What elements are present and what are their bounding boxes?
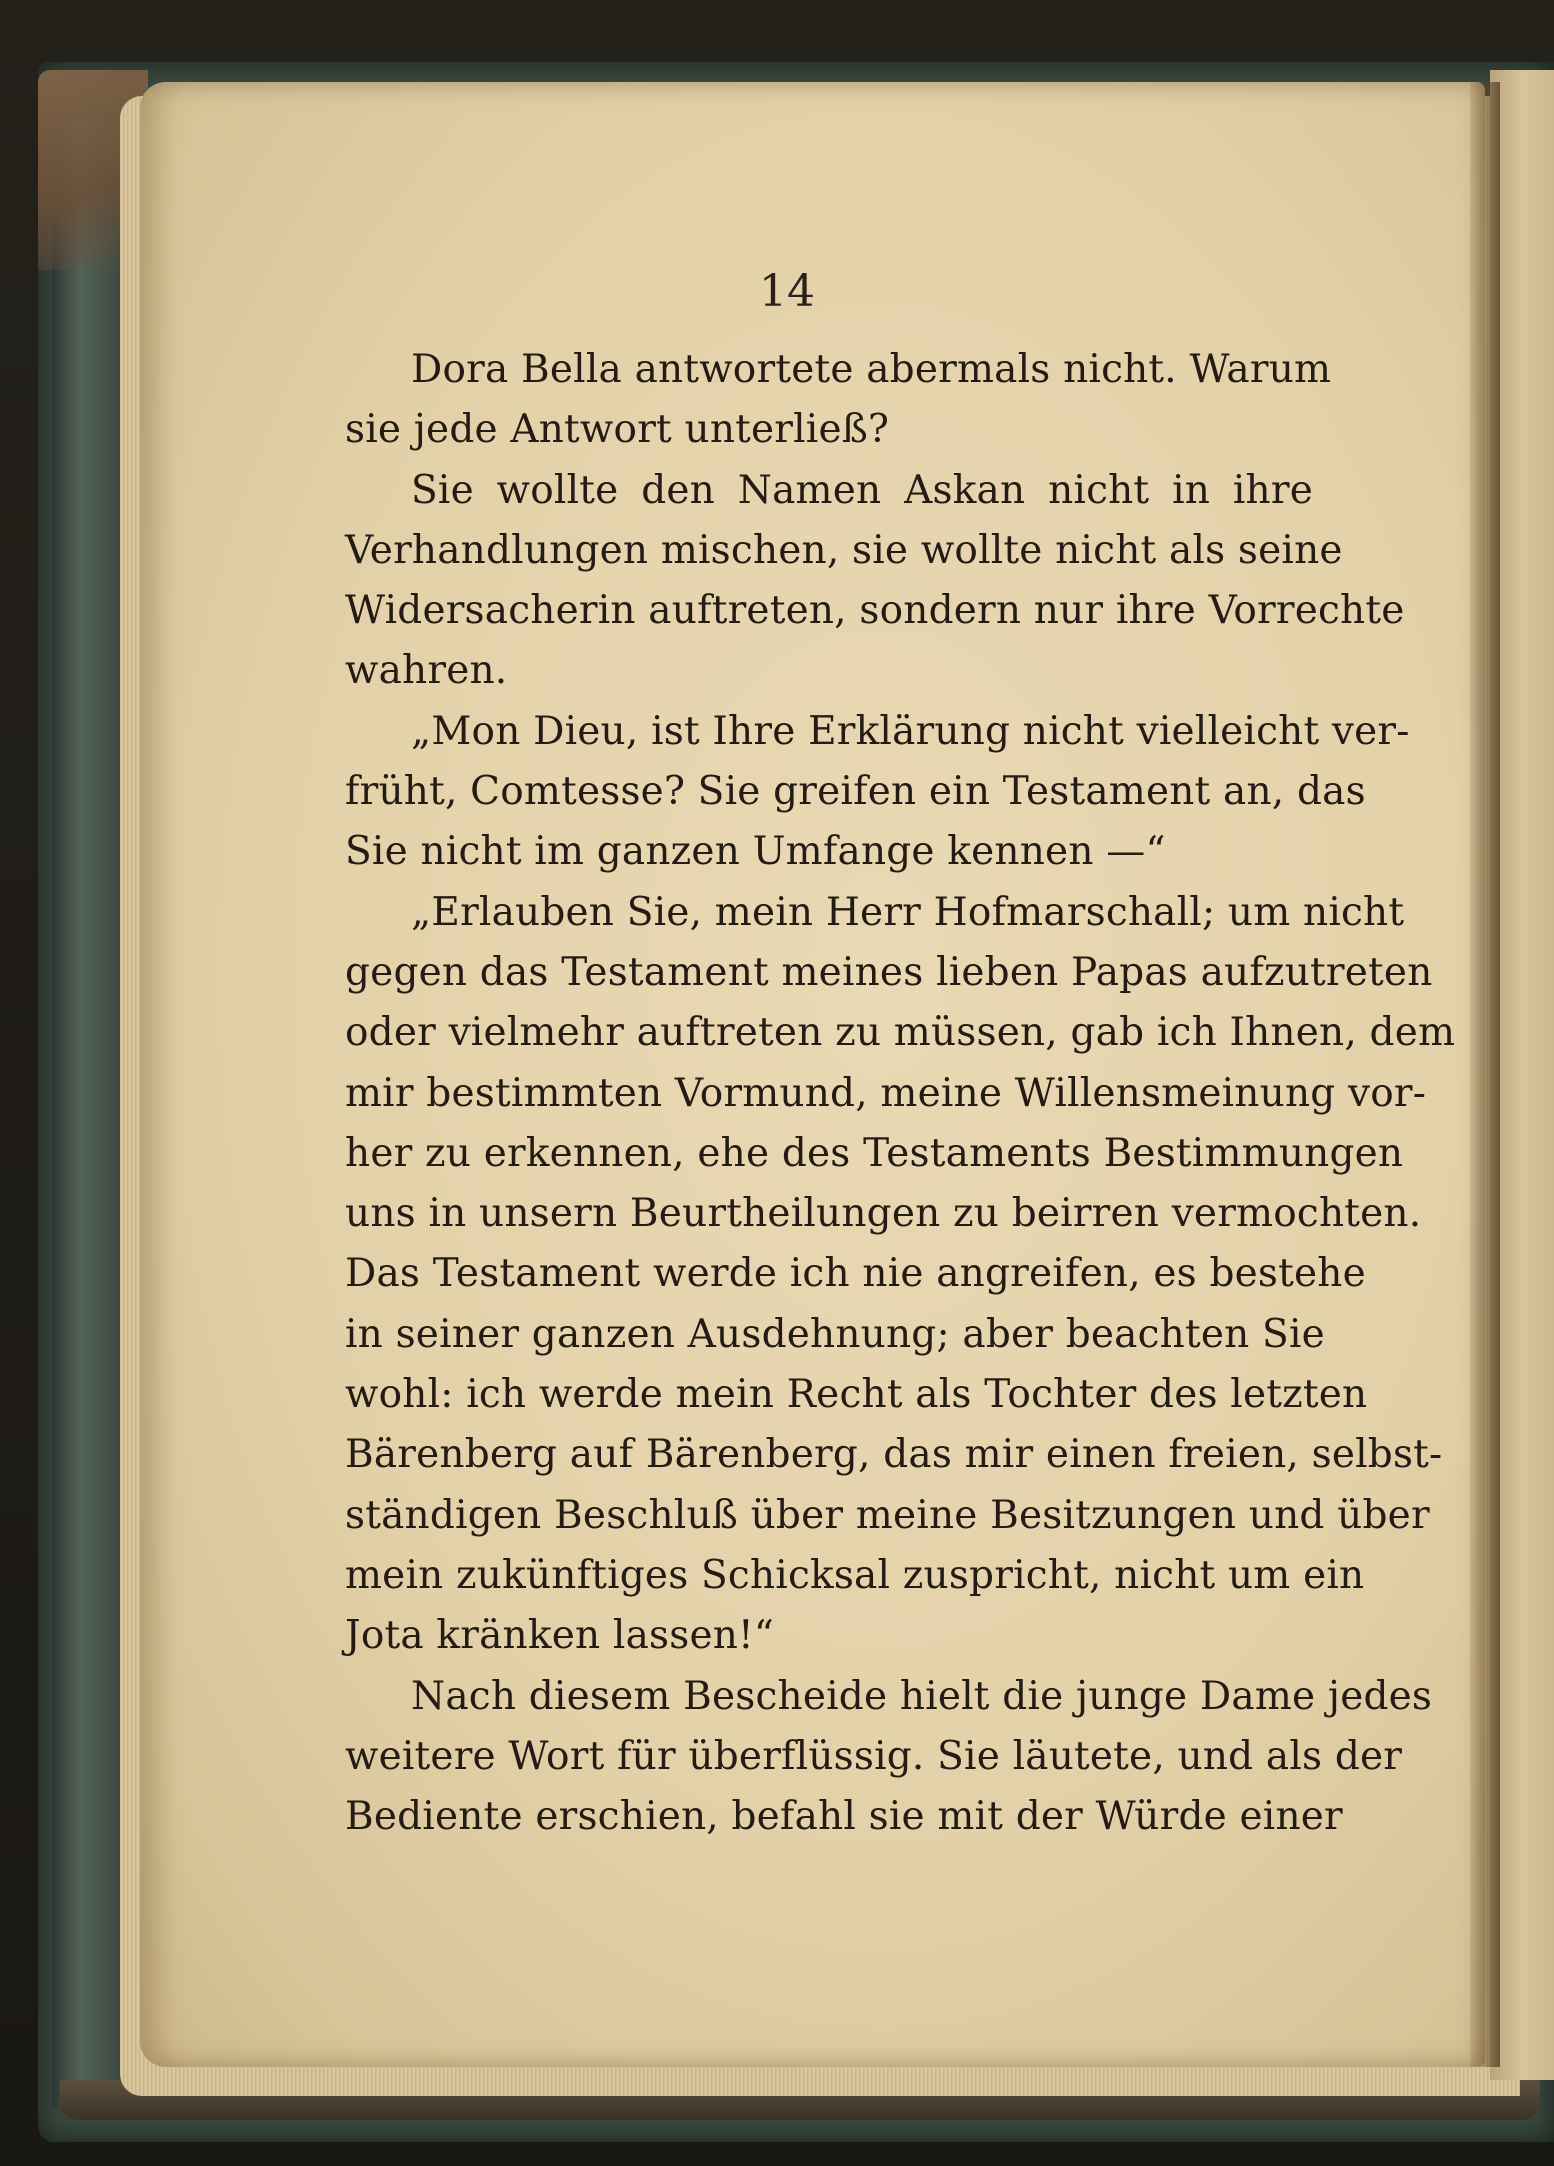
page-body-text	[345, 340, 1456, 1847]
text-line: mir bestimmten Vormund, meine Willensmeinung vor-	[345, 1070, 1427, 1116]
text-line: her zu erkennen, ehe des Testaments Bestimmungen	[345, 1130, 1404, 1176]
page-gutter	[1470, 82, 1500, 2067]
text-line: mein zukünftiges Schicksal zuspricht, nicht um ein	[345, 1552, 1365, 1598]
text-line: sie jede Antwort unterließ?	[345, 407, 890, 453]
text-line: Verhandlungen mischen, sie wollte nicht als seine	[345, 527, 1343, 573]
text-line: „Mon Dieu, ist Ihre Erklärung nicht vielleicht ver-	[411, 708, 1410, 754]
text-line: Sie nicht im ganzen Umfange kennen —“	[345, 829, 1166, 875]
text-line: ständigen Beschluß über meine Besitzungen und über	[345, 1492, 1430, 1538]
text-line: wohl: ich werde mein Recht als Tochter des letzten	[345, 1372, 1368, 1418]
text-line: Jota kränken lassen!“	[345, 1613, 775, 1659]
text-line: Das Testament werde ich nie angreifen, es bestehe	[345, 1251, 1366, 1297]
text-line: Nach diesem Bescheide hielt die junge Dame jedes	[411, 1673, 1433, 1719]
text-line: Bediente erschien, befahl sie mit der Würde einer	[345, 1794, 1343, 1840]
page-number: 14	[759, 266, 815, 317]
text-line: „Erlauben Sie, mein Herr Hofmarschall; um nicht	[411, 889, 1405, 935]
text-line: wahren.	[345, 648, 508, 694]
book-spine	[52, 120, 122, 2110]
text-line: Widersacherin auftreten, sondern nur ihre Vorrechte	[345, 588, 1405, 634]
text-line: in seiner ganzen Ausdehnung; aber beachten Sie	[345, 1311, 1325, 1357]
text-line: oder vielmehr auftreten zu müssen, gab ich Ihnen, dem	[345, 1010, 1456, 1056]
text-line: gegen das Testament meines lieben Papas aufzutreten	[345, 949, 1433, 995]
text-line: weitere Wort für überflüssig. Sie läutete, und als der	[345, 1733, 1403, 1779]
text-line: früht, Comtesse? Sie greifen ein Testament an, das	[345, 769, 1366, 815]
text-line: Bärenberg auf Bärenberg, das mir einen freien, selbst-	[345, 1432, 1443, 1478]
text-line: Dora Bella antwortete abermals nicht. Warum	[411, 347, 1332, 392]
text-line: uns in unsern Beurtheilungen zu beirren vermochten.	[345, 1191, 1422, 1237]
text-line: Sie wollte den Namen Askan nicht in ihre	[411, 467, 1313, 513]
